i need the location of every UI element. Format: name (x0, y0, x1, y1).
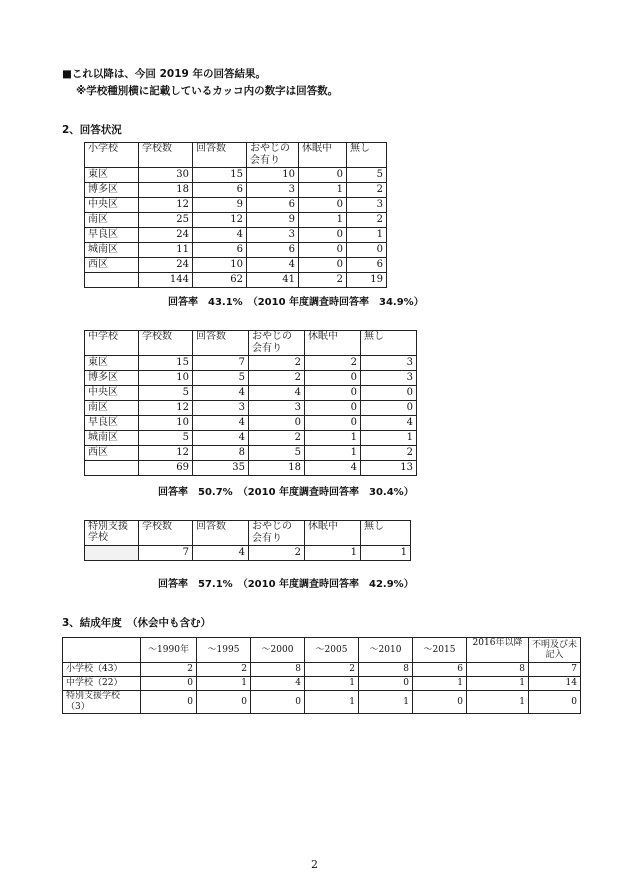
value-cell: 18 (139, 183, 193, 198)
header-cell: 回答数 (193, 331, 249, 356)
value-cell: 1 (361, 431, 417, 446)
header-cell: ～1995 (197, 638, 251, 663)
total-label-cell (85, 273, 139, 288)
row-label-cell: 早良区 (85, 228, 139, 243)
value-cell: 0 (249, 416, 305, 431)
value-cell: 2 (305, 663, 359, 677)
value-cell: 2 (141, 663, 197, 677)
value-cell: 10 (247, 168, 299, 183)
total-label-cell (85, 461, 139, 476)
value-cell: 3 (193, 401, 249, 416)
value-cell: 3 (361, 371, 417, 386)
total-cell: 4 (305, 461, 361, 476)
value-cell: 0 (299, 258, 347, 273)
row-label-cell: 西区 (85, 446, 139, 461)
header-cell: 学校数 (139, 521, 193, 546)
header-cell: 回答数 (193, 521, 249, 546)
table-row (85, 198, 387, 213)
value-cell: 8 (193, 446, 249, 461)
value-cell: 0 (305, 416, 361, 431)
row-label-cell: 南区 (85, 213, 139, 228)
value-cell: 3 (247, 183, 299, 198)
special-table (84, 520, 411, 561)
value-cell: 0 (361, 401, 417, 416)
row-label-cell: 東区 (85, 168, 139, 183)
value-cell: 2 (249, 356, 305, 371)
header-cell: 不明及び未記入 (529, 638, 581, 663)
value-cell: 12 (139, 446, 193, 461)
value-cell: 7 (193, 356, 249, 371)
table-row (63, 691, 581, 714)
value-cell: 2 (197, 663, 251, 677)
value-cell: 3 (347, 198, 387, 213)
value-cell: 4 (193, 228, 247, 243)
value-cell: 6 (193, 183, 247, 198)
value-cell: 0 (141, 691, 197, 714)
header-cell: 学校数 (139, 143, 193, 168)
row-label-cell: 南区 (85, 401, 139, 416)
row-label-cell: 城南区 (85, 431, 139, 446)
table-row (85, 168, 387, 183)
header-cell: 2016年以降 (467, 638, 529, 663)
value-cell: 3 (361, 356, 417, 371)
founding-year-table (62, 637, 581, 714)
value-cell: 2 (347, 213, 387, 228)
elementary-table (84, 142, 387, 288)
table-row (85, 371, 417, 386)
value-cell: 6 (247, 198, 299, 213)
value-cell: 6 (247, 243, 299, 258)
row-label-cell: 早良区 (85, 416, 139, 431)
value-cell: 9 (193, 198, 247, 213)
value-cell: 1 (305, 431, 361, 446)
value-cell: 4 (249, 386, 305, 401)
value-cell: 1 (305, 677, 359, 691)
value-cell: 6 (347, 258, 387, 273)
table-row (85, 446, 417, 461)
table-row (63, 663, 581, 677)
value-cell: 4 (193, 416, 249, 431)
value-cell: 1 (305, 446, 361, 461)
value-cell: 24 (139, 228, 193, 243)
header-cell: 休眠中 (305, 521, 361, 546)
header-cell: おやじの会有り (249, 331, 305, 356)
table-header-row (85, 521, 411, 546)
value-cell: 0 (299, 198, 347, 213)
total-cell: 18 (249, 461, 305, 476)
header-cell: 無し (361, 521, 411, 546)
value-cell: 8 (251, 663, 305, 677)
header-cell: ～2000 (251, 638, 305, 663)
total-cell: 2 (299, 273, 347, 288)
header-cell: 回答数 (193, 143, 247, 168)
page-number: 2 (311, 858, 318, 871)
row-label-cell: 小学校（43） (63, 663, 141, 677)
total-cell: 144 (139, 273, 193, 288)
value-cell: 1 (359, 691, 413, 714)
row-label-cell: 西区 (85, 258, 139, 273)
value-cell: 7 (139, 546, 193, 561)
value-cell: 4 (193, 431, 249, 446)
value-cell: 25 (139, 213, 193, 228)
value-cell: 0 (299, 243, 347, 258)
value-cell: 0 (197, 691, 251, 714)
value-cell: 12 (193, 213, 247, 228)
total-cell: 69 (139, 461, 193, 476)
value-cell: 2 (249, 546, 305, 561)
value-cell: 1 (197, 677, 251, 691)
intro-line-1: ■これ以降は、今回 2019 年の回答結果。 (62, 68, 266, 80)
empty-cell (85, 546, 139, 561)
table-header-row (63, 638, 581, 663)
value-cell: 1 (467, 677, 529, 691)
special-response-rate: 回答率 57.1% （2010 年度調査時回答率 42.9%） (158, 579, 414, 590)
value-cell: 1 (305, 691, 359, 714)
header-cell: おやじの会有り (247, 143, 299, 168)
section-2-title: 2、回答状況 (62, 124, 122, 136)
header-cell: ～2015 (413, 638, 467, 663)
value-cell: 6 (413, 663, 467, 677)
table-row (85, 431, 417, 446)
value-cell: 1 (467, 691, 529, 714)
value-cell: 12 (139, 401, 193, 416)
value-cell: 0 (347, 243, 387, 258)
table-row (85, 401, 417, 416)
value-cell: 15 (139, 356, 193, 371)
table-row (85, 243, 387, 258)
value-cell: 11 (139, 243, 193, 258)
header-cell: おやじの会有り (249, 521, 305, 546)
value-cell: 4 (193, 386, 249, 401)
value-cell: 1 (347, 228, 387, 243)
table-row (85, 213, 387, 228)
value-cell: 0 (141, 677, 197, 691)
value-cell: 10 (139, 416, 193, 431)
value-cell: 2 (347, 183, 387, 198)
value-cell: 1 (305, 546, 361, 561)
header-cell: 学校数 (139, 331, 193, 356)
school-type-label: 小学校 (85, 143, 139, 168)
header-cell: ～2010 (359, 638, 413, 663)
junior-table (84, 330, 417, 476)
value-cell: 5 (249, 446, 305, 461)
value-cell: 1 (299, 213, 347, 228)
value-cell: 8 (467, 663, 529, 677)
table-header-row (85, 143, 387, 168)
value-cell: 0 (413, 691, 467, 714)
value-cell: 12 (139, 198, 193, 213)
header-cell: 休眠中 (305, 331, 361, 356)
value-cell: 5 (347, 168, 387, 183)
value-cell: 8 (359, 663, 413, 677)
value-cell: 0 (299, 168, 347, 183)
row-label-cell: 中央区 (85, 198, 139, 213)
school-type-label: 特別支援学校 (85, 521, 139, 546)
header-cell: ～1990年 (141, 638, 197, 663)
value-cell: 1 (361, 546, 411, 561)
value-cell: 0 (251, 691, 305, 714)
elementary-response-rate: 回答率 43.1% （2010 年度調査時回答率 34.9%） (168, 297, 424, 308)
total-cell: 13 (361, 461, 417, 476)
row-label-cell: 中央区 (85, 386, 139, 401)
value-cell: 2 (249, 431, 305, 446)
total-cell: 19 (347, 273, 387, 288)
value-cell: 5 (139, 431, 193, 446)
value-cell: 2 (361, 446, 417, 461)
value-cell: 3 (247, 228, 299, 243)
value-cell: 0 (305, 401, 361, 416)
section-3-title: 3、結成年度 （休会中も含む） (62, 617, 212, 629)
value-cell: 0 (305, 386, 361, 401)
header-cell: 無し (347, 143, 387, 168)
value-cell: 10 (193, 258, 247, 273)
row-label-cell: 特別支援学校（3） (63, 691, 141, 714)
total-row (85, 461, 417, 476)
table-row (85, 386, 417, 401)
value-cell: 0 (299, 228, 347, 243)
value-cell: 24 (139, 258, 193, 273)
table-row (85, 183, 387, 198)
value-cell: 14 (529, 677, 581, 691)
value-cell: 5 (139, 386, 193, 401)
value-cell: 5 (193, 371, 249, 386)
value-cell: 4 (251, 677, 305, 691)
table-header-row (85, 331, 417, 356)
total-cell: 41 (247, 273, 299, 288)
row-label-cell: 博多区 (85, 371, 139, 386)
value-cell: 15 (193, 168, 247, 183)
row-label-cell: 博多区 (85, 183, 139, 198)
corner-cell (63, 638, 141, 663)
value-cell: 2 (249, 371, 305, 386)
total-row (85, 273, 387, 288)
value-cell: 4 (193, 546, 249, 561)
row-label-cell: 東区 (85, 356, 139, 371)
value-cell: 2 (305, 356, 361, 371)
header-cell: 無し (361, 331, 417, 356)
value-cell: 30 (139, 168, 193, 183)
table-row (63, 677, 581, 691)
value-cell: 0 (359, 677, 413, 691)
intro-line-2: ※学校種別横に記載しているカッコ内の数字は回答数。 (76, 85, 339, 97)
table-row (85, 416, 417, 431)
table-row (85, 228, 387, 243)
total-cell: 35 (193, 461, 249, 476)
value-cell: 0 (529, 691, 581, 714)
value-cell: 0 (361, 386, 417, 401)
junior-response-rate: 回答率 50.7% （2010 年度調査時回答率 30.4%） (158, 487, 414, 498)
table-row (85, 546, 411, 561)
header-cell: 休眠中 (299, 143, 347, 168)
value-cell: 10 (139, 371, 193, 386)
header-cell: ～2005 (305, 638, 359, 663)
value-cell: 3 (249, 401, 305, 416)
value-cell: 9 (247, 213, 299, 228)
value-cell: 4 (361, 416, 417, 431)
total-cell: 62 (193, 273, 247, 288)
value-cell: 0 (305, 371, 361, 386)
value-cell: 1 (299, 183, 347, 198)
table-row (85, 258, 387, 273)
value-cell: 6 (193, 243, 247, 258)
value-cell: 7 (529, 663, 581, 677)
value-cell: 1 (413, 677, 467, 691)
table-row (85, 356, 417, 371)
row-label-cell: 中学校（22） (63, 677, 141, 691)
row-label-cell: 城南区 (85, 243, 139, 258)
school-type-label: 中学校 (85, 331, 139, 356)
value-cell: 4 (247, 258, 299, 273)
